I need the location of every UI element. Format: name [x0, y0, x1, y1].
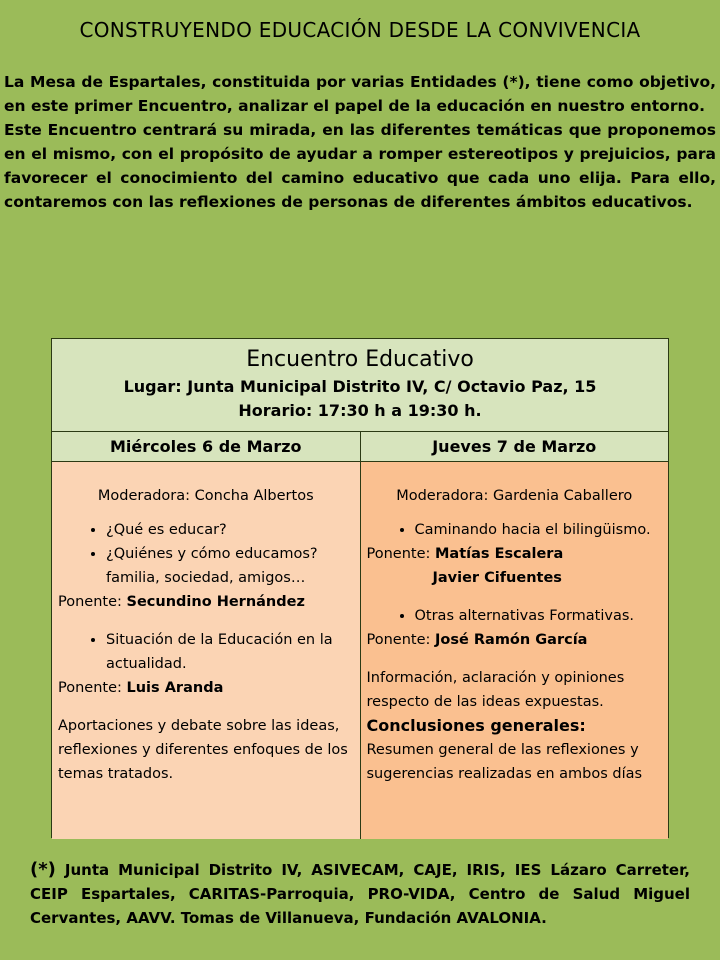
- day1-topics-2: [58, 628, 354, 676]
- day1-topics: [58, 518, 354, 590]
- intro-paragraph-1: La Mesa de Espartales, constituida por varias Entidades (*), tiene como objetivo, en este primer Encuentro, analizar el papel de la educación en nuestro entorno.: [4, 73, 716, 115]
- day1-date: Miércoles 6 de Marzo: [52, 432, 361, 461]
- footer-text: Junta Municipal Distrito IV, ASIVECAM, CAJE, IRIS, IES Lázaro Carreter, CEIP Espartales, CARITAS-Parroquia, PRO-VIDA, Centro de Salud Miguel Cervantes, AAVV. Tomas de Villanueva, Fundación AVALONIA.: [30, 861, 690, 927]
- day2-column: [361, 462, 669, 839]
- day1-column: [52, 462, 361, 839]
- event-time: Horario: 17:30 h a 19:30 h.: [238, 401, 482, 420]
- event-header: [52, 339, 668, 432]
- day2-topics-2: [367, 604, 663, 628]
- event-name: Encuentro Educativo: [246, 347, 474, 372]
- footer-entities: [30, 858, 690, 930]
- list-item: • ¿Qué es educar?: [106, 518, 354, 542]
- day2-date: Jueves 7 de Marzo: [432, 437, 597, 456]
- list-item: • Otras alternativas Formativas.: [415, 604, 663, 628]
- intro-text: [4, 70, 716, 214]
- day1-ponente-2: Ponente: Luis Aranda: [58, 680, 224, 696]
- day2-topics: [367, 518, 663, 542]
- day2-conclusions-title: Conclusiones generales:: [366, 716, 586, 735]
- day2-ponente-2: Ponente: José Ramón García: [366, 632, 588, 648]
- list-item: • Situación de la Educación en la actualidad.: [106, 628, 354, 676]
- event-place: Lugar: Junta Municipal Distrito IV, C/ Octavio Paz, 15: [123, 377, 597, 396]
- day-headers: [52, 432, 668, 462]
- day1-ponente-1: Ponente: Secundino Hernández: [58, 594, 305, 610]
- day1-moderator: Moderadora: Concha Albertos: [97, 488, 314, 504]
- event-box: [51, 338, 669, 838]
- footer-mark: (*): [30, 859, 56, 880]
- day2-conclusions-text: Resumen general de las reflexiones y sugerencias realizadas en ambos días: [366, 742, 643, 782]
- list-item: • ¿Quiénes y cómo educamos? familia, sociedad, amigos…: [106, 542, 354, 590]
- list-item: • Caminando hacia el bilingüismo.: [415, 518, 663, 542]
- day2-moderator: Moderadora: Gardenia Caballero: [396, 488, 633, 504]
- day2-ponente-1: Ponente: Matías Escalera: [366, 546, 564, 562]
- day1-closing: Aportaciones y debate sobre las ideas, reflexiones y diferentes enfoques de los temas tratados.: [58, 718, 348, 782]
- intro-paragraph-2: Este Encuentro centrará su mirada, en las diferentes temáticas que proponemos en el mismo, con el propósito de ayudar a romper estereotipos y prejuicios, para favorecer el conocimiento del camino educativo que cada uno elija. Para ello, contaremos con las reflexiones de personas de diferentes ámbitos educativos.: [4, 121, 716, 211]
- day2-ponente-1b: Javier Cifuentes: [432, 570, 562, 586]
- day2-info: Información, aclaración y opiniones respecto de las ideas expuestas.: [366, 670, 625, 710]
- page-title: CONSTRUYENDO EDUCACIÓN DESDE LA CONVIVENCIA: [79, 18, 641, 42]
